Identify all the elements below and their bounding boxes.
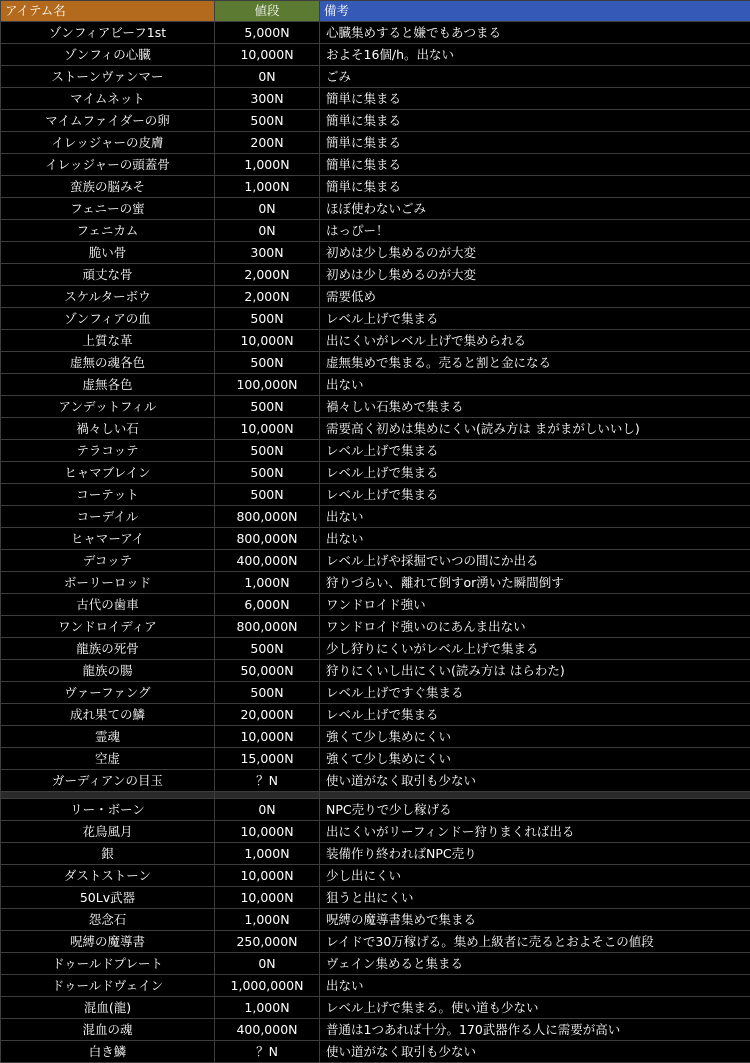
- price-cell[interactable]: 400,000N: [215, 1019, 320, 1041]
- table-row: [1, 418, 750, 440]
- section-divider: [1, 792, 750, 799]
- item-name-cell[interactable]: イレッジャーの頭蓋骨: [1, 154, 215, 176]
- item-name-cell[interactable]: ゾンフィアビーフ1st: [1, 22, 215, 44]
- table-row: [1, 198, 750, 220]
- price-cell[interactable]: 500N: [215, 308, 320, 330]
- table-row: [1, 616, 750, 638]
- price-cell[interactable]: 300N: [215, 88, 320, 110]
- table-row: [1, 843, 750, 865]
- note-cell[interactable]: レベル上げや採掘でいつの間にか出る: [320, 550, 750, 572]
- item-name-cell[interactable]: 上質な革: [1, 330, 215, 352]
- note-cell[interactable]: 初めは少し集めるのが大変: [320, 264, 750, 286]
- item-name-cell[interactable]: 怨念石: [1, 909, 215, 931]
- table-row: [1, 286, 750, 308]
- item-name-cell[interactable]: マイムネット: [1, 88, 215, 110]
- table-row: [1, 308, 750, 330]
- price-cell[interactable]: 100,000N: [215, 374, 320, 396]
- note-cell[interactable]: レベル上げで集まる: [320, 308, 750, 330]
- price-cell[interactable]: 2,000N: [215, 264, 320, 286]
- note-cell[interactable]: 使い道がなく取引も少ない: [320, 1041, 750, 1063]
- item-name-cell[interactable]: ダストストーン: [1, 865, 215, 887]
- note-cell[interactable]: レベル上げで集まる。使い道も少ない: [320, 997, 750, 1019]
- price-cell[interactable]: 500N: [215, 110, 320, 132]
- note-cell[interactable]: 簡単に集まる: [320, 176, 750, 198]
- note-cell[interactable]: レベル上げですぐ集まる: [320, 682, 750, 704]
- item-name-cell[interactable]: ヴァーファング: [1, 682, 215, 704]
- item-name-cell[interactable]: 虚無の魂各色: [1, 352, 215, 374]
- table-row: [1, 953, 750, 975]
- table-row: [1, 22, 750, 44]
- item-name-cell[interactable]: イレッジャーの皮膚: [1, 132, 215, 154]
- note-cell[interactable]: 少し出にくい: [320, 865, 750, 887]
- item-name-cell[interactable]: デコッテ: [1, 550, 215, 572]
- price-cell[interactable]: 0N: [215, 198, 320, 220]
- table-row: [1, 799, 750, 821]
- item-name-cell[interactable]: ドゥールドプレート: [1, 953, 215, 975]
- table-row: [1, 154, 750, 176]
- note-cell[interactable]: ヴェイン集めると集まる: [320, 953, 750, 975]
- item-name-cell[interactable]: 古代の歯車: [1, 594, 215, 616]
- table-row: [1, 440, 750, 462]
- price-cell[interactable]: 50,000N: [215, 660, 320, 682]
- price-cell[interactable]: 500N: [215, 638, 320, 660]
- table-row: [1, 572, 750, 594]
- item-name-cell[interactable]: 頑丈な骨: [1, 264, 215, 286]
- note-cell[interactable]: ワンドロイド強い: [320, 594, 750, 616]
- table-row: [1, 997, 750, 1019]
- price-cell[interactable]: 10,000N: [215, 726, 320, 748]
- price-cell[interactable]: 1,000N: [215, 909, 320, 931]
- price-cell[interactable]: 6,000N: [215, 594, 320, 616]
- item-name-cell[interactable]: 混血の魂: [1, 1019, 215, 1041]
- table-row: [1, 528, 750, 550]
- price-cell[interactable]: 800,000N: [215, 506, 320, 528]
- price-cell[interactable]: 15,000N: [215, 748, 320, 770]
- note-cell[interactable]: 禍々しい石集めで集まる: [320, 396, 750, 418]
- table-row: [1, 462, 750, 484]
- table-row: [1, 506, 750, 528]
- table-row: [1, 704, 750, 726]
- price-cell[interactable]: 10,000N: [215, 887, 320, 909]
- item-name-cell[interactable]: 花鳥風月: [1, 821, 215, 843]
- item-name-cell[interactable]: ヒャマーアイ: [1, 528, 215, 550]
- price-cell[interactable]: 500N: [215, 440, 320, 462]
- divider-cell: [1, 792, 215, 799]
- price-cell[interactable]: 400,000N: [215, 550, 320, 572]
- note-cell[interactable]: ワンドロイド強いのにあんま出ない: [320, 616, 750, 638]
- table-row: [1, 374, 750, 396]
- divider-cell: [320, 792, 750, 799]
- price-cell[interactable]: 2,000N: [215, 286, 320, 308]
- item-name-cell[interactable]: テラコッテ: [1, 440, 215, 462]
- header-row: [1, 1, 750, 22]
- table-row: [1, 484, 750, 506]
- table-row: [1, 1041, 750, 1063]
- note-cell[interactable]: 出にくいがレベル上げで集められる: [320, 330, 750, 352]
- item-name-cell[interactable]: ワンドロイディア: [1, 616, 215, 638]
- note-cell[interactable]: はっぴー！: [320, 220, 750, 242]
- price-cell[interactable]: 1,000N: [215, 997, 320, 1019]
- note-cell[interactable]: 簡単に集まる: [320, 132, 750, 154]
- note-cell[interactable]: 狩りづらい、離れて倒すor湧いた瞬間倒す: [320, 572, 750, 594]
- table-row: [1, 176, 750, 198]
- note-cell[interactable]: 使い道がなく取引も少ない: [320, 770, 750, 792]
- note-cell[interactable]: レベル上げで集まる: [320, 440, 750, 462]
- note-cell[interactable]: 普通は1つあれば十分。170武器作る人に需要が高い: [320, 1019, 750, 1041]
- table-row: [1, 550, 750, 572]
- note-cell[interactable]: 出ない: [320, 975, 750, 997]
- item-name-cell[interactable]: アンデットフィル: [1, 396, 215, 418]
- table-row: [1, 909, 750, 931]
- price-cell[interactable]: 1,000N: [215, 843, 320, 865]
- price-cell[interactable]: ？N: [215, 770, 320, 792]
- table-row: [1, 748, 750, 770]
- table-row: [1, 44, 750, 66]
- price-cell[interactable]: 10,000N: [215, 44, 320, 66]
- note-cell[interactable]: 出ない: [320, 506, 750, 528]
- note-cell[interactable]: 出ない: [320, 528, 750, 550]
- note-cell[interactable]: 簡単に集まる: [320, 88, 750, 110]
- item-name-cell[interactable]: 白き鱗: [1, 1041, 215, 1063]
- note-cell[interactable]: レベル上げで集まる: [320, 462, 750, 484]
- item-name-cell[interactable]: フェニカム: [1, 220, 215, 242]
- price-cell[interactable]: 500N: [215, 396, 320, 418]
- price-cell[interactable]: 250,000N: [215, 931, 320, 953]
- table-row: [1, 330, 750, 352]
- table-row: [1, 66, 750, 88]
- item-name-cell[interactable]: 混血(龍): [1, 997, 215, 1019]
- table-row: [1, 242, 750, 264]
- item-name-cell[interactable]: 空虚: [1, 748, 215, 770]
- note-cell[interactable]: レベル上げで集まる: [320, 704, 750, 726]
- table-row: [1, 594, 750, 616]
- price-cell[interactable]: 500N: [215, 462, 320, 484]
- price-cell[interactable]: 300N: [215, 242, 320, 264]
- note-cell[interactable]: 需要高く初めは集めにくい(読み方は まがまがしいいし): [320, 418, 750, 440]
- item-name-cell[interactable]: 呪縛の魔導書: [1, 931, 215, 953]
- note-cell[interactable]: 心臓集めすると嫌でもあつまる: [320, 22, 750, 44]
- price-cell[interactable]: 800,000N: [215, 528, 320, 550]
- item-name-cell[interactable]: 銀: [1, 843, 215, 865]
- price-cell[interactable]: 10,000N: [215, 865, 320, 887]
- note-cell[interactable]: NPC売りで少し稼げる: [320, 799, 750, 821]
- price-cell[interactable]: 0N: [215, 66, 320, 88]
- table-row: [1, 770, 750, 792]
- note-cell[interactable]: 簡単に集まる: [320, 110, 750, 132]
- item-name-cell[interactable]: 蛮族の脳みそ: [1, 176, 215, 198]
- price-cell[interactable]: 0N: [215, 220, 320, 242]
- note-cell[interactable]: レベル上げで集まる: [320, 484, 750, 506]
- item-name-cell[interactable]: コーテット: [1, 484, 215, 506]
- price-cell[interactable]: 0N: [215, 799, 320, 821]
- table-row: [1, 821, 750, 843]
- table-row: [1, 352, 750, 374]
- price-cell[interactable]: 10,000N: [215, 330, 320, 352]
- table-row: [1, 1019, 750, 1041]
- item-name-cell[interactable]: 龍族の腸: [1, 660, 215, 682]
- price-cell[interactable]: 500N: [215, 352, 320, 374]
- price-cell[interactable]: 20,000N: [215, 704, 320, 726]
- item-name-cell[interactable]: ゾンフィの心臓: [1, 44, 215, 66]
- note-cell[interactable]: 簡単に集まる: [320, 154, 750, 176]
- divider-cell: [215, 792, 320, 799]
- item-name-cell[interactable]: 虚無各色: [1, 374, 215, 396]
- item-name-cell[interactable]: 成れ果ての鱗: [1, 704, 215, 726]
- note-cell[interactable]: レイドで30万稼げる。集め上級者に売るとおよそこの値段: [320, 931, 750, 953]
- item-name-cell[interactable]: 脆い骨: [1, 242, 215, 264]
- item-name-cell[interactable]: コーデイル: [1, 506, 215, 528]
- note-cell[interactable]: 出にくいがリーフィンドー狩りまくれば出る: [320, 821, 750, 843]
- item-name-cell[interactable]: ガーディアンの目玉: [1, 770, 215, 792]
- note-cell[interactable]: 需要低め: [320, 286, 750, 308]
- price-cell[interactable]: 0N: [215, 953, 320, 975]
- table-row: [1, 396, 750, 418]
- table-row: [1, 660, 750, 682]
- price-cell[interactable]: 1,000,000N: [215, 975, 320, 997]
- table-row: [1, 88, 750, 110]
- price-cell[interactable]: ？N: [215, 1041, 320, 1063]
- price-cell[interactable]: 1,000N: [215, 176, 320, 198]
- note-cell[interactable]: 出ない: [320, 374, 750, 396]
- header-price[interactable]: 値段: [215, 1, 320, 22]
- note-cell[interactable]: 装備作り終わればNPC売り: [320, 843, 750, 865]
- header-note[interactable]: 備考: [320, 1, 750, 22]
- item-name-cell[interactable]: ストーンヴァンマー: [1, 66, 215, 88]
- note-cell[interactable]: 呪縛の魔導書集めで集まる: [320, 909, 750, 931]
- table-row: [1, 975, 750, 997]
- note-cell[interactable]: およそ16個/h。出ない: [320, 44, 750, 66]
- item-name-cell[interactable]: リー・ボーン: [1, 799, 215, 821]
- table-row: [1, 110, 750, 132]
- table-row: [1, 682, 750, 704]
- item-name-cell[interactable]: 禍々しい石: [1, 418, 215, 440]
- price-cell[interactable]: 500N: [215, 484, 320, 506]
- note-cell[interactable]: 少し狩りにくいがレベル上げで集まる: [320, 638, 750, 660]
- item-name-cell[interactable]: 50Lv武器: [1, 887, 215, 909]
- table-row: [1, 865, 750, 887]
- header-item-name[interactable]: アイテム名: [1, 1, 215, 22]
- price-cell[interactable]: 10,000N: [215, 418, 320, 440]
- note-cell[interactable]: 強くて少し集めにくい: [320, 726, 750, 748]
- item-name-cell[interactable]: ボーリーロッド: [1, 572, 215, 594]
- item-name-cell[interactable]: 龍族の死骨: [1, 638, 215, 660]
- table-row: [1, 726, 750, 748]
- item-name-cell[interactable]: ドゥールドヴェイン: [1, 975, 215, 997]
- price-cell[interactable]: 200N: [215, 132, 320, 154]
- table-row: [1, 220, 750, 242]
- item-name-cell[interactable]: フェニーの蜜: [1, 198, 215, 220]
- note-cell[interactable]: 虚無集めで集まる。売ると割と金になる: [320, 352, 750, 374]
- price-cell[interactable]: 800,000N: [215, 616, 320, 638]
- table-row: [1, 264, 750, 286]
- note-cell[interactable]: ほぼ使わないごみ: [320, 198, 750, 220]
- table-row: [1, 132, 750, 154]
- price-cell[interactable]: 500N: [215, 682, 320, 704]
- price-cell[interactable]: 1,000N: [215, 154, 320, 176]
- item-name-cell[interactable]: ヒャマブレイン: [1, 462, 215, 484]
- table-body: [1, 22, 750, 1063]
- price-cell[interactable]: 1,000N: [215, 572, 320, 594]
- item-name-cell[interactable]: スケルターボウ: [1, 286, 215, 308]
- item-name-cell[interactable]: マイムファイダーの卵: [1, 110, 215, 132]
- table-row: [1, 638, 750, 660]
- note-cell[interactable]: 狙うと出にくい: [320, 887, 750, 909]
- note-cell[interactable]: 初めは少し集めるのが大変: [320, 242, 750, 264]
- note-cell[interactable]: ごみ: [320, 66, 750, 88]
- item-name-cell[interactable]: ゾンフィアの血: [1, 308, 215, 330]
- price-cell[interactable]: 10,000N: [215, 821, 320, 843]
- table-row: [1, 931, 750, 953]
- note-cell[interactable]: 狩りにくいし出にくい(読み方は はらわた): [320, 660, 750, 682]
- note-cell[interactable]: 強くて少し集めにくい: [320, 748, 750, 770]
- price-cell[interactable]: 5,000N: [215, 22, 320, 44]
- item-name-cell[interactable]: 霊魂: [1, 726, 215, 748]
- table-row: [1, 887, 750, 909]
